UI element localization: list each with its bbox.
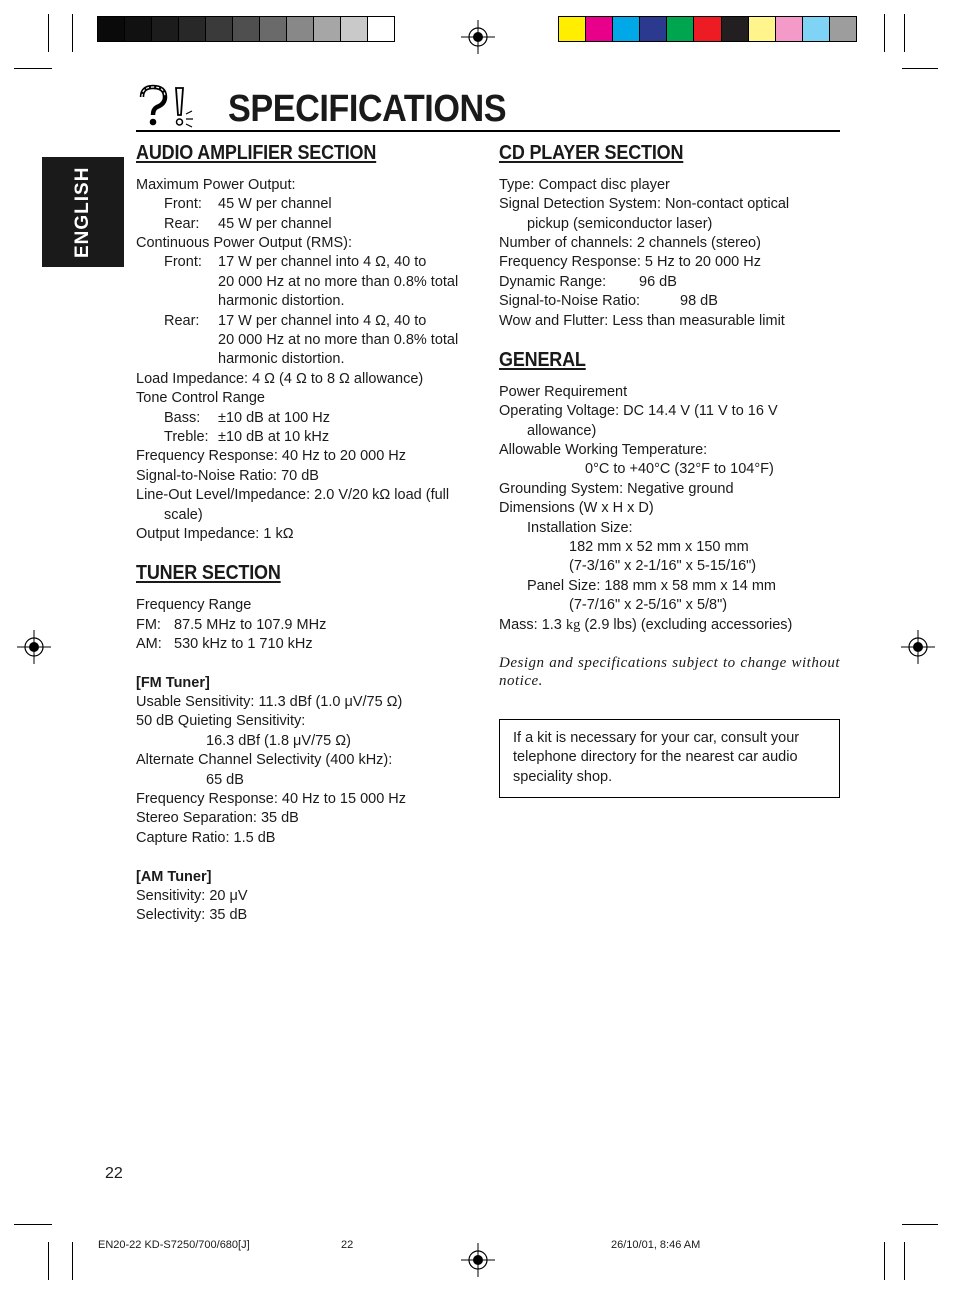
spec-value: harmonic distortion. bbox=[218, 293, 345, 309]
spec-value: 45 W per channel bbox=[218, 196, 332, 212]
footer-page: 22 bbox=[341, 1239, 354, 1251]
tuner-heading: TUNER SECTION bbox=[136, 562, 281, 584]
spec-value: 87.5 MHz to 107.9 MHz bbox=[174, 617, 327, 633]
crop-mark bbox=[904, 14, 905, 52]
spec-line: Selectivity: 35 dB bbox=[136, 907, 248, 923]
spec-value: 182 mm x 52 mm x 150 mm bbox=[569, 539, 749, 555]
disclaimer-note: Design and specifications subject to change without notice. bbox=[499, 655, 840, 689]
color-swatch bbox=[206, 17, 233, 41]
crop-mark bbox=[902, 68, 938, 69]
color-swatch bbox=[368, 17, 394, 41]
spec-value: 45 W per channel bbox=[218, 216, 332, 232]
crop-mark bbox=[884, 1242, 885, 1280]
color-swatch bbox=[640, 17, 667, 41]
spec-line: Sensitivity: 20 μV bbox=[136, 888, 248, 904]
spec-label: Signal-to-Noise Ratio: bbox=[499, 293, 641, 309]
spec-line: scale) bbox=[164, 507, 203, 523]
spec-value: 98 dB bbox=[680, 293, 718, 309]
footer-file: EN20-22 KD-S7250/700/680[J] bbox=[98, 1239, 250, 1251]
spec-line: Dimensions (W x H x D) bbox=[499, 500, 654, 516]
audio-amplifier-heading: AUDIO AMPLIFIER SECTION bbox=[136, 142, 377, 164]
spec-value: 16.3 dBf (1.8 μV/75 Ω) bbox=[206, 733, 351, 749]
kit-info-line: speciality shop. bbox=[513, 769, 613, 785]
kit-info-line: If a kit is necessary for your car, consult your bbox=[513, 730, 800, 746]
spec-line: Frequency Range bbox=[136, 597, 252, 613]
spec-line: Number of channels: 2 channels (stereo) bbox=[499, 235, 761, 251]
spec-line: Tone Control Range bbox=[136, 390, 265, 406]
general-heading: GENERAL bbox=[499, 349, 586, 371]
spec-line: Allowable Working Temperature: bbox=[499, 442, 708, 458]
spec-value: 20 000 Hz at no more than 0.8% total bbox=[218, 274, 459, 290]
spec-value: 65 dB bbox=[206, 772, 244, 788]
color-swatch bbox=[314, 17, 341, 41]
color-swatch bbox=[803, 17, 830, 41]
spec-line: allowance) bbox=[527, 423, 597, 439]
spec-label: Dynamic Range: bbox=[499, 274, 607, 290]
spec-line: 50 dB Quieting Sensitivity: bbox=[136, 713, 306, 729]
spec-value: harmonic distortion. bbox=[218, 351, 345, 367]
spec-line: Operating Voltage: DC 14.4 V (11 V to 16 V bbox=[499, 403, 778, 419]
grayscale-calibration-bar bbox=[97, 16, 395, 42]
spec-line: Usable Sensitivity: 11.3 dBf (1.0 μV/75 Ω) bbox=[136, 694, 403, 710]
spec-line: Alternate Channel Selectivity (400 kHz): bbox=[136, 752, 393, 768]
spec-line: Load Impedance: 4 Ω (4 Ω to 8 Ω allowance) bbox=[136, 371, 424, 387]
crop-mark bbox=[14, 68, 52, 69]
spec-label: Bass: bbox=[164, 410, 201, 426]
spec-line: Signal Detection System: Non-contact optical bbox=[499, 196, 790, 212]
crop-mark bbox=[902, 1224, 938, 1225]
spec-line: Stereo Separation: 35 dB bbox=[136, 810, 299, 826]
spec-label: Front: bbox=[164, 196, 202, 212]
spec-value: 17 W per channel into 4 Ω, 40 to bbox=[218, 254, 427, 270]
spec-line: Continuous Power Output (RMS): bbox=[136, 235, 352, 251]
spec-line: Output Impedance: 1 kΩ bbox=[136, 526, 294, 542]
kit-info-line: telephone directory for the nearest car audio bbox=[513, 749, 798, 765]
spec-line: Frequency Response: 40 Hz to 15 000 Hz bbox=[136, 791, 407, 807]
color-swatch bbox=[152, 17, 179, 41]
spec-line: Grounding System: Negative ground bbox=[499, 481, 734, 497]
spec-label: Front: bbox=[164, 254, 202, 270]
mass-value: (2.9 lbs) (excluding accessories) bbox=[580, 617, 793, 633]
spec-line: Frequency Response: 40 Hz to 20 000 Hz bbox=[136, 448, 407, 464]
color-swatch bbox=[179, 17, 206, 41]
color-swatch bbox=[749, 17, 776, 41]
crop-mark bbox=[48, 1242, 49, 1280]
crop-mark bbox=[72, 1242, 73, 1280]
page-number: 22 bbox=[105, 1165, 123, 1182]
page-title: SPECIFICATIONS bbox=[228, 88, 507, 130]
spec-line: Capture Ratio: 1.5 dB bbox=[136, 830, 276, 846]
color-swatch bbox=[125, 17, 152, 41]
spec-value: ±10 dB at 10 kHz bbox=[218, 429, 330, 445]
spec-line bbox=[499, 616, 792, 636]
registration-mark-icon bbox=[17, 630, 51, 664]
color-swatch bbox=[260, 17, 287, 41]
spec-line: Panel Size: 188 mm x 58 mm x 14 mm bbox=[527, 578, 776, 594]
spec-value: (7-3/16" x 2-1/16" x 5-15/16") bbox=[569, 558, 757, 574]
spec-line: Signal-to-Noise Ratio: 70 dB bbox=[136, 468, 319, 484]
color-swatch bbox=[830, 17, 856, 41]
title-rule bbox=[136, 130, 840, 132]
spec-line: Type: Compact disc player bbox=[499, 177, 670, 193]
crop-mark bbox=[72, 14, 73, 52]
mass-unit: kg bbox=[565, 617, 581, 633]
color-swatch bbox=[341, 17, 368, 41]
crop-mark bbox=[48, 14, 49, 52]
spec-value: 96 dB bbox=[639, 274, 677, 290]
spec-label: AM: bbox=[136, 636, 162, 652]
mass-label: Mass: 1.3 bbox=[499, 617, 566, 633]
color-swatch bbox=[559, 17, 586, 41]
spec-value: 0°C to +40°C (32°F to 104°F) bbox=[585, 461, 774, 477]
color-swatch bbox=[776, 17, 803, 41]
spec-value: 17 W per channel into 4 Ω, 40 to bbox=[218, 313, 427, 329]
crop-mark bbox=[884, 14, 885, 52]
spec-value: 530 kHz to 1 710 kHz bbox=[174, 636, 313, 652]
spec-label: Treble: bbox=[164, 429, 209, 445]
crop-mark bbox=[904, 1242, 905, 1280]
spec-label: Rear: bbox=[164, 216, 200, 232]
spec-line: Maximum Power Output: bbox=[136, 177, 296, 193]
question-exclamation-icon bbox=[136, 84, 194, 128]
registration-mark-icon bbox=[461, 1243, 495, 1277]
am-tuner-subheading: [AM Tuner] bbox=[136, 869, 212, 885]
registration-mark-icon bbox=[461, 20, 495, 54]
color-swatch bbox=[586, 17, 613, 41]
spec-value: (7-7/16" x 2-5/16" x 5/8") bbox=[569, 597, 728, 613]
spec-value: 20 000 Hz at no more than 0.8% total bbox=[218, 332, 459, 348]
color-swatch bbox=[613, 17, 640, 41]
fm-tuner-subheading: [FM Tuner] bbox=[136, 675, 210, 691]
color-swatch bbox=[694, 17, 721, 41]
crop-mark bbox=[14, 1224, 52, 1225]
spec-line: Line-Out Level/Impedance: 2.0 V/20 kΩ load (full bbox=[136, 487, 450, 503]
spec-line: Wow and Flutter: Less than measurable limit bbox=[499, 313, 785, 329]
spec-value: ±10 dB at 100 Hz bbox=[218, 410, 330, 426]
color-calibration-bar bbox=[558, 16, 857, 42]
language-tab-label: ENGLISH bbox=[72, 166, 93, 258]
spec-line: Frequency Response: 5 Hz to 20 000 Hz bbox=[499, 254, 761, 270]
color-swatch bbox=[722, 17, 749, 41]
spec-line: Power Requirement bbox=[499, 384, 628, 400]
color-swatch bbox=[233, 17, 260, 41]
color-swatch bbox=[287, 17, 314, 41]
cd-player-heading: CD PLAYER SECTION bbox=[499, 142, 684, 164]
spec-label: Rear: bbox=[164, 313, 200, 329]
spec-line: pickup (semiconductor laser) bbox=[527, 216, 713, 232]
color-swatch bbox=[98, 17, 125, 41]
color-swatch bbox=[667, 17, 694, 41]
registration-mark-icon bbox=[901, 630, 935, 664]
spec-line: Installation Size: bbox=[527, 520, 633, 536]
footer-date: 26/10/01, 8:46 AM bbox=[611, 1239, 701, 1251]
spec-label: FM: bbox=[136, 617, 161, 633]
